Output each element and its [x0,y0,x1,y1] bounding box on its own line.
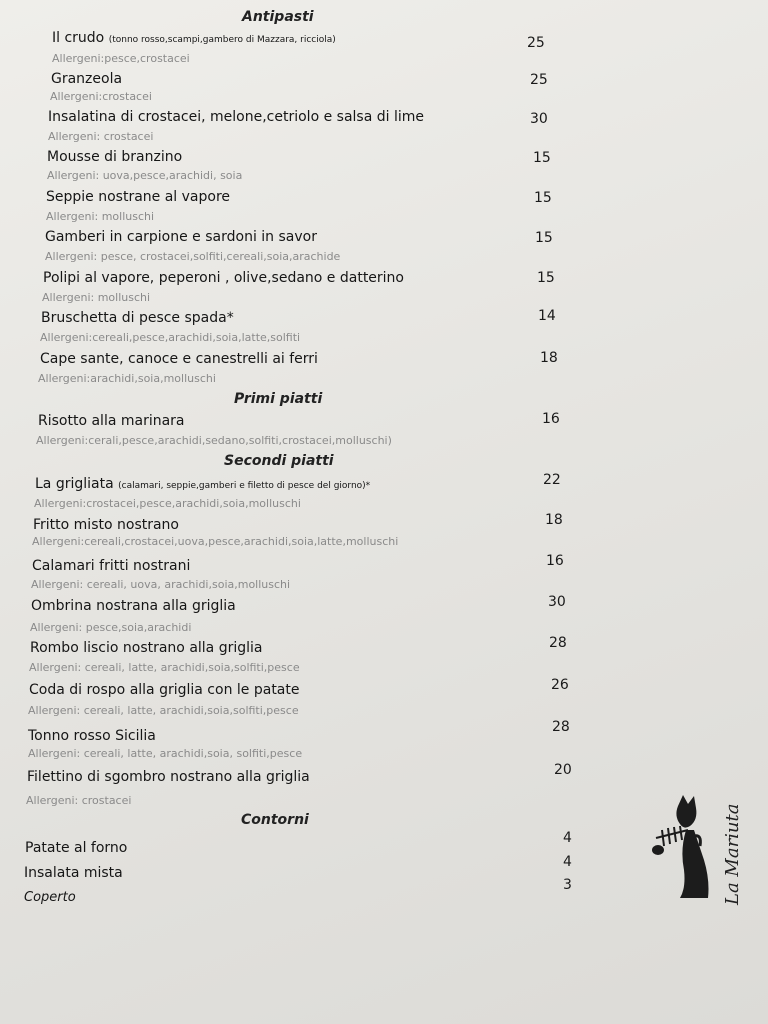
section-antipasti: Antipasti [242,9,314,25]
menu-item-name: Ombrina nostrana alla griglia [31,598,236,614]
menu-item-price: 25 [530,72,548,88]
section-secondi: Secondi piatti [224,453,334,469]
menu-item-price: 25 [527,35,545,51]
menu-item-name: Calamari fritti nostrani [32,558,191,574]
menu-item-name: Insalatina di crostacei, melone,cetriolo e salsa di lime [48,109,424,125]
menu-item-price: 30 [548,594,566,610]
logo-text: La Mariuta [722,803,743,905]
menu-item-name: Cape sante, canoce e canestrelli ai ferri [40,351,318,367]
coperto-label: Coperto [24,890,76,905]
coperto-price: 3 [563,877,572,893]
menu-item-allergens: Allergeni:crostacei,pesce,arachidi,soia,molluschi [34,497,301,510]
menu-item-price: 20 [554,762,572,778]
menu-item-allergens: Allergeni: cereali, uova, arachidi,soia,molluschi [31,578,291,591]
menu-item-price: 15 [535,230,553,246]
menu-item-allergens: Allergeni: crostacei [26,794,132,807]
side-item-price: 4 [563,830,572,846]
section-contorni: Contorni [241,812,309,828]
menu-item-name: Rombo liscio nostrano alla griglia [30,640,263,656]
menu-item-allergens: Allergeni: cereali, latte, arachidi,soia, solfiti,pesce [28,747,303,760]
menu-item-price: 18 [545,512,563,528]
menu-item-price: 18 [540,350,558,366]
menu-item-name: Tonno rosso Sicilia [28,728,156,744]
menu-item-allergens: Allergeni: cereali, latte, arachidi,soia,solfiti,pesce [29,661,300,674]
menu-item-allergens: Allergeni:pesce,crostacei [52,52,190,65]
menu-item-allergens: Allergeni: crostacei [48,130,154,143]
menu-item-allergens: Allergeni:arachidi,soia,molluschi [38,372,216,385]
menu-item-price: 15 [537,270,555,286]
menu-item-price: 16 [542,411,560,427]
menu-item-price: 16 [546,553,564,569]
menu-item-price: 28 [549,635,567,651]
menu-item-allergens: Allergeni: pesce,soia,arachidi [30,621,192,634]
menu-item-name: Polipi al vapore, peperoni , olive,sedano e datterino [43,270,404,286]
menu-item-name: Il crudo (tonno rosso,scampi,gambero di Mazzara, ricciola) [52,30,336,46]
menu-item-allergens: Allergeni:cerali,pesce,arachidi,sedano,solfiti,crostacei,molluschi) [36,434,392,447]
menu-item-price: 22 [543,472,561,488]
menu-item-name: Bruschetta di pesce spada* [41,310,234,326]
menu-item-allergens: Allergeni:cereali,pesce,arachidi,soia,latte,solfiti [40,331,301,344]
menu-item-price: 15 [534,190,552,206]
menu-item-allergens: Allergeni:crostacei [50,90,152,103]
menu-item-allergens: Allergeni: molluschi [46,210,155,223]
menu-item-name: La grigliata (calamari, seppie,gamberi e filetto di pesce del giorno)* [35,476,371,492]
menu-item-price: 14 [538,308,556,324]
menu-item-name: Gamberi in carpione e sardoni in savor [45,229,317,245]
menu-item-name: Mousse di branzino [47,149,183,165]
menu-item-price: 26 [551,677,569,693]
menu-item-price: 15 [533,150,551,166]
menu-item-name: Filettino di sgombro nostrano alla griglia [27,769,310,785]
menu-item-name: Fritto misto nostrano [33,517,179,533]
section-primi: Primi piatti [234,391,323,407]
menu-item-name: Seppie nostrane al vapore [46,189,231,205]
menu-item-name: Granzeola [51,71,123,87]
menu-item-allergens: Allergeni: cereali, latte, arachidi,soia,solfiti,pesce [28,704,299,717]
menu-item-allergens: Allergeni:cereali,crostacei,uova,pesce,arachidi,soia,latte,molluschi [32,535,399,548]
menu-item-price: 30 [530,111,548,127]
side-item-name: Patate al forno [25,840,128,856]
menu-item-allergens: Allergeni: uova,pesce,arachidi, soia [47,169,243,182]
menu-item-allergens: Allergeni: molluschi [42,291,151,304]
menu-item-allergens: Allergeni: pesce, crostacei,solfiti,cereali,soia,arachide [45,250,341,263]
menu-item-price: 28 [552,719,570,735]
side-item-name: Insalata mista [24,865,123,881]
menu-item-name: Risotto alla marinara [38,413,185,429]
side-item-price: 4 [563,854,572,870]
menu-item-name: Coda di rospo alla griglia con le patate [29,682,300,698]
